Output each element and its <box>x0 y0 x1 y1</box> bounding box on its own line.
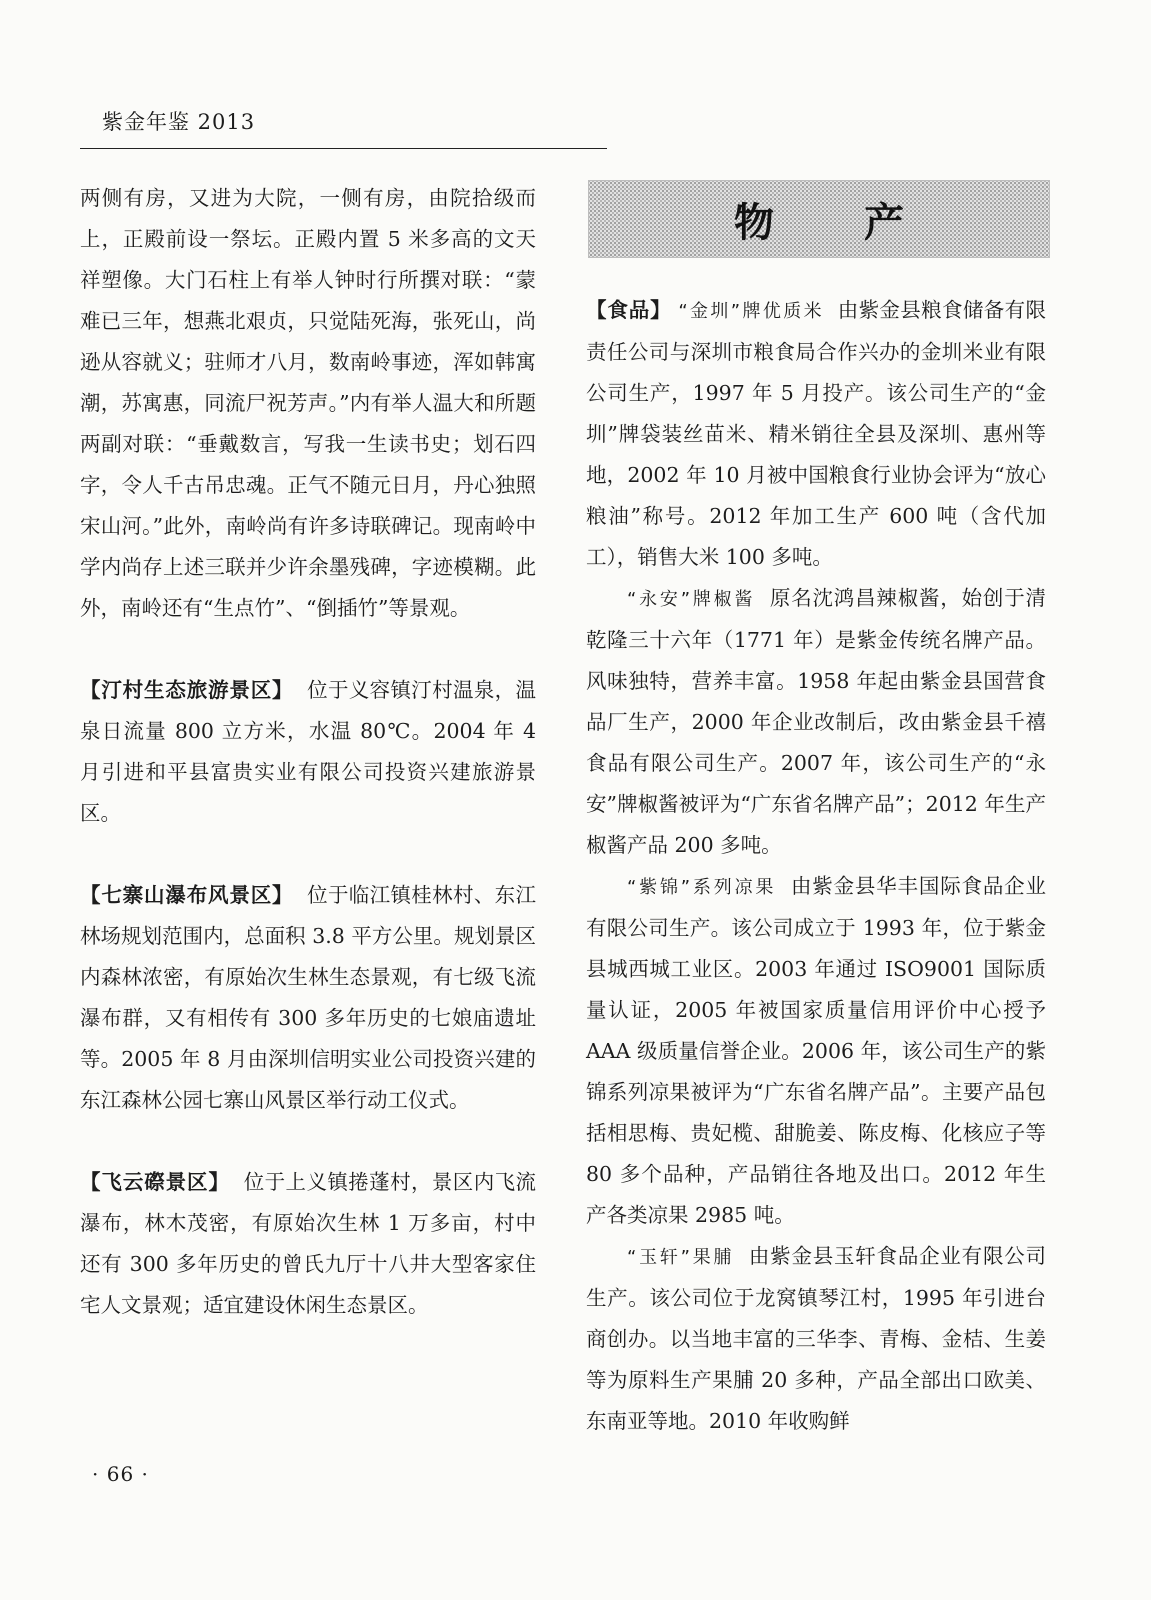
product-text: 由紫金县粮食储备有限责任公司与深圳市粮食局合作兴办的金圳米业有限公司生产，1997 年 5 月投产。该公司生产的“金圳”牌袋装丝苗米、精米销往全县及深圳、惠州等地，2002 年 10 月被中国粮食行业协会评为“放心粮油”称号。2012 年加工生产 600 吨（含代加工），销售大米 100 多吨。 <box>586 298 1046 569</box>
product-name: “紫锦”系列凉果 <box>627 877 777 898</box>
entry-title: 【汀村生态旅游景区】 <box>80 678 294 702</box>
category-title: 【食品】 <box>586 298 672 322</box>
product-jinzhen <box>586 290 1046 578</box>
product-yongan <box>586 578 1046 866</box>
product-text: 由紫金县华丰国际食品企业有限公司生产。该公司成立于 1993 年，位于紫金县城西城工业区。2003 年通过 ISO9001 国际质量认证，2005 年被国家质量信用评价中心授予 AAA 级质量信誉企业。2006 年，该公司生产的紫锦系列凉果被评为“广东省名牌产品”。主要产品包括相思梅、贵妃榄、甜脆姜、陈皮梅、化核应子等 80 多个品种，产品销往各地及出口。2012 年生产各类凉果 2985 吨。 <box>586 874 1046 1227</box>
section-title: 物产 <box>734 199 994 246</box>
product-name: “金圳”牌优质米 <box>678 301 824 322</box>
product-yuxuan <box>586 1236 1046 1442</box>
product-text: 原名沈鸿昌辣椒酱，始创于清乾隆三十六年（1771 年）是紫金传统名牌产品。风味独特，营养丰富。1958 年起由紫金县国营食品厂生产，2000 年企业改制后，改由紫金县千禧食品有限公司生产。2007 年，该公司生产的“永安”牌椒酱被评为“广东省名牌产品”；2012 年生产椒酱产品 200 多吨。 <box>586 586 1046 857</box>
entry-text: 位于临江镇桂林村、东江林场规划范围内，总面积 3.8 平方公里。规划景区内森林浓密，有原始次生林生态景观，有七级飞流瀑布群，又有相传有 300 多年历史的七娘庙遗址等。2005 年 8 月由深圳信明实业公司投资兴建的东江森林公园七寨山风景区举行动工仪式。 <box>80 883 536 1112</box>
entry-text: 位于义容镇汀村温泉，温泉日流量 800 立方米，水温 80℃。2004 年 4 月引进和平县富贵实业有限公司投资兴建旅游景区。 <box>80 678 536 825</box>
page-number: · 66 · <box>92 1462 149 1486</box>
intro-paragraph: 两侧有房，又进为大院，一侧有房，由院拾级而上，正殿前设一祭坛。正殿内置 5 米多高的文天祥塑像。大门石柱上有举人钟时行所撰对联：“蒙难已三年，想燕北艰贞，只觉陆死海，张死山，尚逊从容就义；驻师才八月，数南岭事迹，浑如韩寓潮，苏寓惠，同流尸祝芳声。”内有举人温大和所题两副对联：“垂戴数言，写我一生读书史；划石四字，令人千古吊忠魂。正气不随元日月，丹心独照宋山河。”此外，南岭尚有许多诗联碑记。现南岭中学内尚存上述三联并少许余墨残碑，字迹模糊。此外，南岭还有“生点竹”、“倒插竹”等景观。 <box>80 186 536 620</box>
entry-title: 【七寨山瀑布风景区】 <box>80 883 294 907</box>
entry-title: 【飞云磜景区】 <box>80 1170 230 1194</box>
section-banner <box>588 180 1050 258</box>
entry-tingcun <box>80 670 536 834</box>
running-header <box>80 106 607 149</box>
product-zijin <box>586 866 1046 1236</box>
left-column <box>80 178 536 1326</box>
entry-qizhaishan <box>80 875 536 1121</box>
entry-text: 位于上义镇捲蓬村，景区内飞流瀑布，林木茂密，有原始次生林 1 万多亩，村中还有 300 多年历史的曾氏九厅十八井大型客家住宅人文景观；适宜建设休闲生态景区。 <box>80 1170 537 1317</box>
right-column <box>586 290 1046 1442</box>
header-title: 紫金年鉴 2013 <box>102 110 256 134</box>
product-name: “永安”牌椒酱 <box>627 589 756 610</box>
product-name: “玉轩”果脯 <box>627 1247 735 1268</box>
product-text: 由紫金县玉轩食品企业有限公司生产。该公司位于龙窝镇琴江村，1995 年引进台商创办。以当地丰富的三华李、青梅、金桔、生姜等为原料生产果脯 20 多种，产品全部出口欧美、东南亚等地。2010 年收购鲜 <box>586 1244 1046 1433</box>
entry-feiyunqi <box>80 1162 536 1326</box>
